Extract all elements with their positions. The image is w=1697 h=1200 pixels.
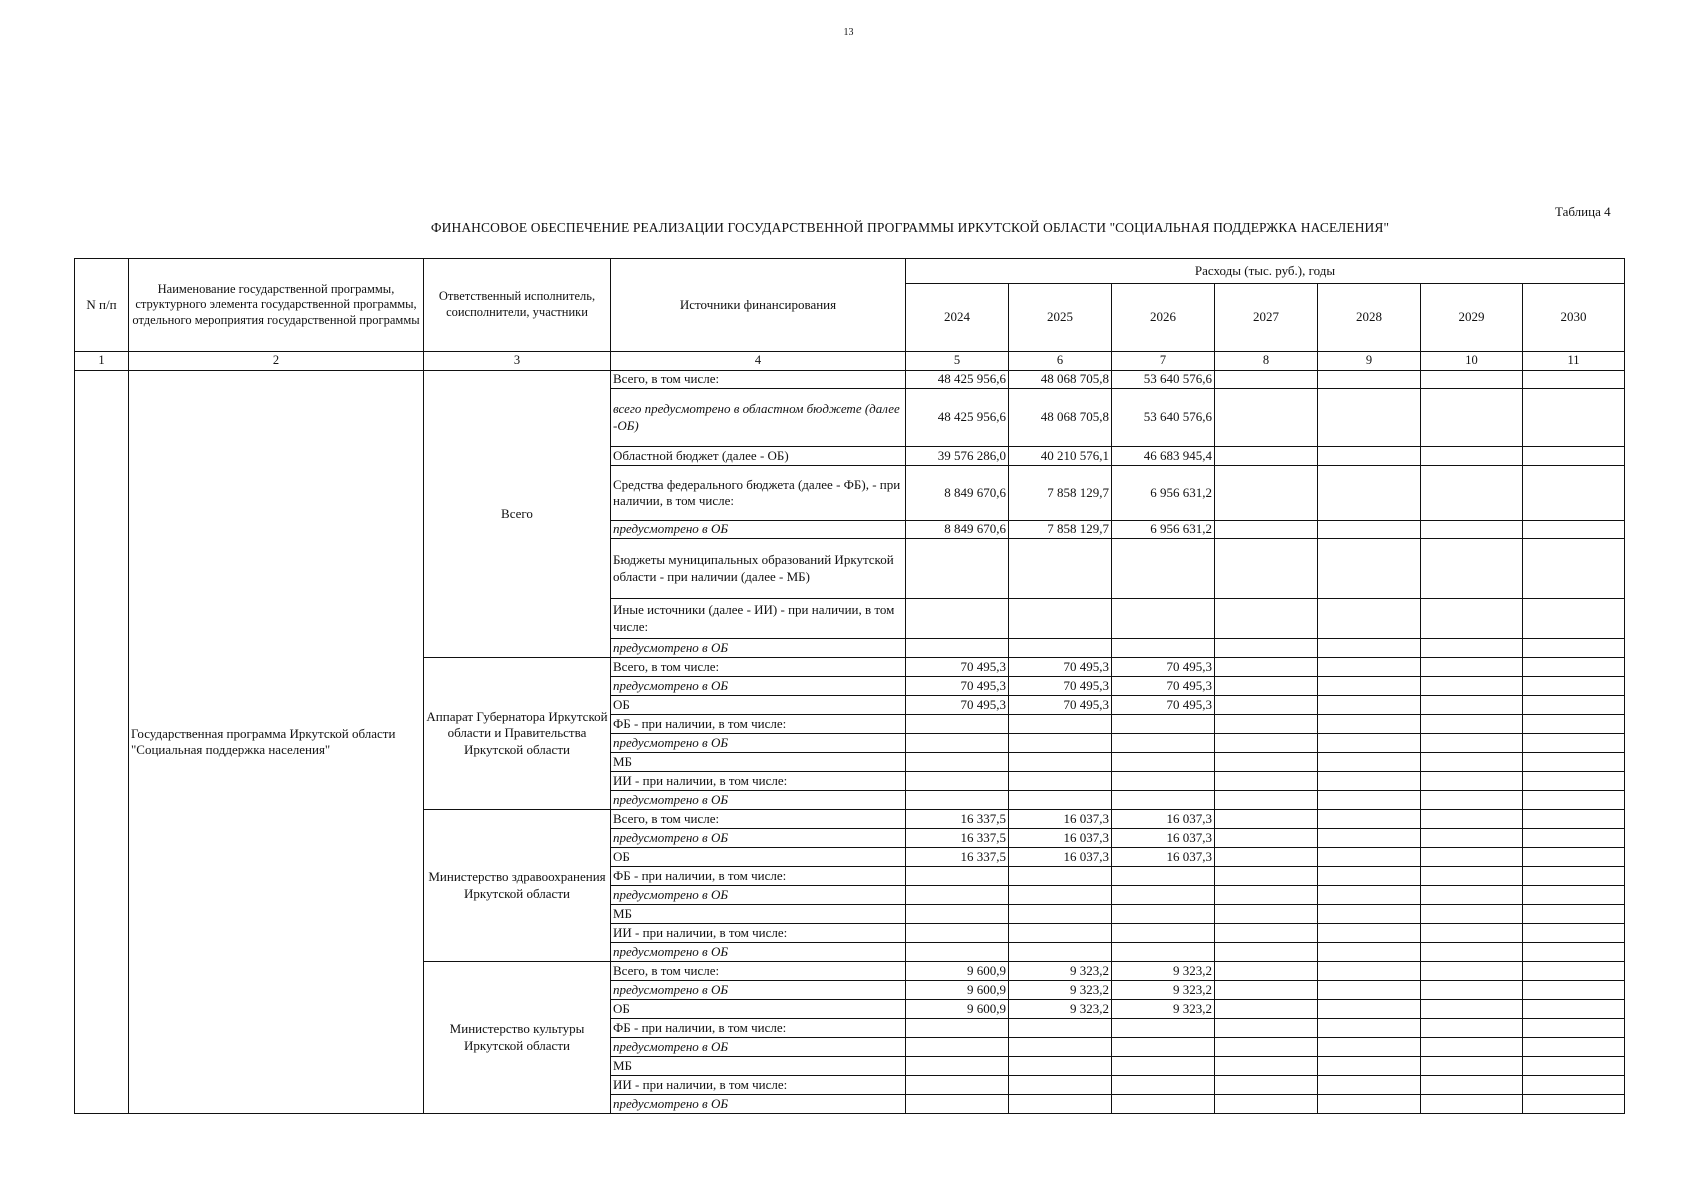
year-value-cell: 48 425 956,6 [906,371,1009,389]
year-value-cell [1523,371,1625,389]
year-value-cell [1318,734,1421,753]
executor-cell: Министерство здравоохранения Иркутской области [424,810,611,962]
funding-source-cell: предусмотрено в ОБ [611,521,906,539]
funding-source-cell: ФБ - при наличии, в том числе: [611,1019,906,1038]
year-value-cell [1523,715,1625,734]
year-value-cell [1523,753,1625,772]
year-value-cell [1523,829,1625,848]
year-value-cell [906,599,1009,639]
year-value-cell [1215,639,1318,658]
year-value-cell [1112,1095,1215,1114]
year-value-cell: 48 068 705,8 [1009,389,1112,447]
funding-source-cell: предусмотрено в ОБ [611,886,906,905]
year-value-cell: 7 858 129,7 [1009,521,1112,539]
year-value-cell: 40 210 576,1 [1009,447,1112,466]
year-value-cell [1009,791,1112,810]
year-value-cell [1318,1076,1421,1095]
year-value-cell [1421,1038,1523,1057]
year-value-cell: 8 849 670,6 [906,521,1009,539]
year-value-cell: 16 037,3 [1112,829,1215,848]
year-value-cell: 6 956 631,2 [1112,521,1215,539]
funding-source-cell: предусмотрено в ОБ [611,734,906,753]
table-row [75,371,1625,389]
year-value-cell [1523,734,1625,753]
year-value-cell [1215,924,1318,943]
year-value-cell [1421,1000,1523,1019]
year-value-cell [906,772,1009,791]
year-value-cell [1421,389,1523,447]
year-value-cell [906,1076,1009,1095]
year-value-cell [1009,599,1112,639]
year-value-cell [1215,447,1318,466]
year-value-cell: 6 956 631,2 [1112,466,1215,521]
year-value-cell [1009,1057,1112,1076]
year-value-cell [1215,1057,1318,1076]
executor-cell: Всего [424,371,611,658]
year-value-cell [1009,539,1112,599]
year-value-cell [906,1038,1009,1057]
year-value-cell [1523,1000,1625,1019]
year-value-cell [1318,886,1421,905]
funding-source-cell: предусмотрено в ОБ [611,829,906,848]
year-value-cell [1421,905,1523,924]
year-value-cell: 9 323,2 [1112,962,1215,981]
year-value-cell: 70 495,3 [906,677,1009,696]
year-value-cell [1523,447,1625,466]
year-value-cell [1421,848,1523,867]
year-value-cell [1421,867,1523,886]
header-year: 2029 [1421,284,1523,352]
year-value-cell [1009,924,1112,943]
year-value-cell [1009,1038,1112,1057]
year-value-cell [1318,810,1421,829]
year-value-cell [1112,715,1215,734]
year-value-cell [1215,389,1318,447]
year-value-cell: 53 640 576,6 [1112,389,1215,447]
year-value-cell [1112,753,1215,772]
year-value-cell [1523,886,1625,905]
year-value-cell [1215,905,1318,924]
year-value-cell [906,639,1009,658]
year-value-cell [1215,1000,1318,1019]
year-value-cell [1009,734,1112,753]
year-value-cell [1318,1095,1421,1114]
year-value-cell [1009,1095,1112,1114]
year-value-cell: 70 495,3 [906,658,1009,677]
year-value-cell: 70 495,3 [1112,677,1215,696]
year-value-cell [1523,1038,1625,1057]
year-value-cell [1318,715,1421,734]
year-value-cell [906,1095,1009,1114]
year-value-cell [1215,886,1318,905]
column-number: 11 [1523,352,1625,371]
year-value-cell: 70 495,3 [906,696,1009,715]
year-value-cell [1421,962,1523,981]
year-value-cell [1215,677,1318,696]
year-value-cell [1421,1076,1523,1095]
year-value-cell [1215,943,1318,962]
year-value-cell [1318,466,1421,521]
funding-source-cell: ИИ - при наличии, в том числе: [611,772,906,791]
year-value-cell: 9 323,2 [1009,981,1112,1000]
year-value-cell [1009,715,1112,734]
year-value-cell [1421,791,1523,810]
funding-source-cell: Всего, в том числе: [611,962,906,981]
year-value-cell [1009,867,1112,886]
year-value-cell [1421,734,1523,753]
funding-source-cell: МБ [611,1057,906,1076]
year-value-cell [1318,1038,1421,1057]
year-value-cell [1318,981,1421,1000]
year-value-cell: 8 849 670,6 [906,466,1009,521]
column-number: 9 [1318,352,1421,371]
year-value-cell [1215,848,1318,867]
year-value-cell [1215,539,1318,599]
year-value-cell: 48 425 956,6 [906,389,1009,447]
header-year: 2024 [906,284,1009,352]
program-name: Государственная программа Иркутской области "Социальная поддержка населения" [129,371,424,1114]
year-value-cell [1421,521,1523,539]
funding-source-cell: ИИ - при наличии, в том числе: [611,1076,906,1095]
year-value-cell: 46 683 945,4 [1112,447,1215,466]
year-value-cell [1112,599,1215,639]
funding-source-cell: ФБ - при наличии, в том числе: [611,715,906,734]
year-value-cell [1318,539,1421,599]
column-number: 10 [1421,352,1523,371]
table-body [75,371,1625,1114]
header-year: 2025 [1009,284,1112,352]
year-value-cell [1318,791,1421,810]
year-value-cell [1318,389,1421,447]
header-expenses: Расходы (тыс. руб.), годы [906,259,1625,284]
year-value-cell [1318,829,1421,848]
year-value-cell [1318,371,1421,389]
year-value-cell [1215,1019,1318,1038]
year-value-cell [1112,867,1215,886]
year-value-cell [1215,371,1318,389]
year-value-cell [906,886,1009,905]
document-title: ФИНАНСОВОЕ ОБЕСПЕЧЕНИЕ РЕАЛИЗАЦИИ ГОСУДАРСТВЕННОЙ ПРОГРАММЫ ИРКУТСКОЙ ОБЛАСТИ "СОЦИАЛЬНАЯ ПОДДЕРЖКА НАСЕЛЕНИЯ" [430,220,1390,235]
funding-source-cell: Всего, в том числе: [611,658,906,677]
year-value-cell [1009,1019,1112,1038]
year-value-cell [1421,599,1523,639]
year-value-cell [1318,943,1421,962]
year-value-cell: 16 337,5 [906,848,1009,867]
year-value-cell [1421,886,1523,905]
year-value-cell [1523,639,1625,658]
year-value-cell [1318,924,1421,943]
year-value-cell [1215,981,1318,1000]
year-value-cell [1523,1076,1625,1095]
year-value-cell [1523,1019,1625,1038]
year-value-cell [1421,772,1523,791]
year-value-cell [1318,658,1421,677]
year-value-cell [1112,1076,1215,1095]
year-value-cell [1215,1076,1318,1095]
year-value-cell [1421,810,1523,829]
funding-source-cell: предусмотрено в ОБ [611,981,906,1000]
year-value-cell [1421,924,1523,943]
funding-source-cell: предусмотрено в ОБ [611,639,906,658]
year-value-cell [1523,791,1625,810]
funding-source-cell: всего предусмотрено в областном бюджете (далее -ОБ) [611,389,906,447]
year-value-cell [1215,696,1318,715]
funding-source-cell: ОБ [611,848,906,867]
year-value-cell [1009,886,1112,905]
year-value-cell [906,791,1009,810]
year-value-cell [1523,848,1625,867]
year-value-cell [1523,772,1625,791]
year-value-cell: 16 037,3 [1009,829,1112,848]
year-value-cell: 16 037,3 [1009,810,1112,829]
year-value-cell [1112,1038,1215,1057]
year-value-cell [1523,943,1625,962]
year-value-cell [1421,639,1523,658]
funding-source-cell: ОБ [611,696,906,715]
year-value-cell [1523,867,1625,886]
table-label: Таблица 4 [1555,204,1611,219]
header-num: N п/п [75,259,129,352]
row-number-cell [75,371,129,1114]
financing-table [74,258,1625,1114]
year-value-cell [1318,867,1421,886]
year-value-cell: 16 037,3 [1112,848,1215,867]
column-number: 3 [424,352,611,371]
header-name: Наименование государственной программы, структурного элемента государственной программы, отдельного мероприятия государственной программы [129,259,424,352]
funding-source-cell: предусмотрено в ОБ [611,677,906,696]
year-value-cell [1523,389,1625,447]
year-value-cell [1215,1038,1318,1057]
year-value-cell [1318,753,1421,772]
year-value-cell: 16 337,5 [906,829,1009,848]
funding-source-cell: ФБ - при наличии, в том числе: [611,867,906,886]
column-number: 7 [1112,352,1215,371]
column-number: 6 [1009,352,1112,371]
funding-source-cell: ИИ - при наличии, в том числе: [611,924,906,943]
year-value-cell [1112,886,1215,905]
year-value-cell [1318,521,1421,539]
funding-source-cell: Всего, в том числе: [611,371,906,389]
year-value-cell [1421,1057,1523,1076]
year-value-cell [1112,1057,1215,1076]
year-value-cell [1318,696,1421,715]
year-value-cell [1215,753,1318,772]
year-value-cell: 7 858 129,7 [1009,466,1112,521]
funding-source-cell: Иные источники (далее - ИИ) - при наличии, в том числе: [611,599,906,639]
year-value-cell [1009,772,1112,791]
year-value-cell: 70 495,3 [1009,696,1112,715]
year-value-cell [1215,867,1318,886]
funding-source-cell: МБ [611,753,906,772]
funding-source-cell: ОБ [611,1000,906,1019]
year-value-cell: 16 037,3 [1009,848,1112,867]
year-value-cell: 9 600,9 [906,981,1009,1000]
year-value-cell [1318,677,1421,696]
header-year: 2027 [1215,284,1318,352]
year-value-cell [906,753,1009,772]
year-value-cell [1318,1019,1421,1038]
year-value-cell [906,715,1009,734]
year-value-cell [1421,1019,1523,1038]
year-value-cell [1523,599,1625,639]
year-value-cell [1009,753,1112,772]
year-value-cell [1523,696,1625,715]
year-value-cell [1523,810,1625,829]
funding-source-cell: Средства федерального бюджета (далее - ФБ), - при наличии, в том числе: [611,466,906,521]
year-value-cell [1523,981,1625,1000]
year-value-cell [1009,905,1112,924]
column-number: 4 [611,352,906,371]
year-value-cell [1523,466,1625,521]
year-value-cell [1421,677,1523,696]
year-value-cell [1523,658,1625,677]
year-value-cell [1318,848,1421,867]
year-value-cell [1318,772,1421,791]
year-value-cell [1421,981,1523,1000]
year-value-cell: 48 068 705,8 [1009,371,1112,389]
year-value-cell [1112,924,1215,943]
year-value-cell [1421,829,1523,848]
header-year: 2026 [1112,284,1215,352]
year-value-cell [906,867,1009,886]
year-value-cell [1523,1057,1625,1076]
executor-cell: Министерство культуры Иркутской области [424,962,611,1114]
year-value-cell [1421,466,1523,521]
funding-source-cell: предусмотрено в ОБ [611,943,906,962]
year-value-cell [1215,734,1318,753]
year-value-cell [1215,810,1318,829]
year-value-cell: 9 323,2 [1112,1000,1215,1019]
year-value-cell [1421,715,1523,734]
year-value-cell [1523,539,1625,599]
year-value-cell [1523,924,1625,943]
year-value-cell: 9 323,2 [1112,981,1215,1000]
year-value-cell [1318,962,1421,981]
header-executor: Ответственный исполнитель, соисполнители, участники [424,259,611,352]
year-value-cell [1112,539,1215,599]
year-value-cell [1421,1095,1523,1114]
year-value-cell [1523,677,1625,696]
year-value-cell [1318,1057,1421,1076]
year-value-cell: 16 037,3 [1112,810,1215,829]
year-value-cell: 9 600,9 [906,962,1009,981]
column-number: 5 [906,352,1009,371]
year-value-cell [1009,1076,1112,1095]
year-value-cell [906,924,1009,943]
funding-source-cell: предусмотрено в ОБ [611,1095,906,1114]
year-value-cell [1421,447,1523,466]
year-value-cell [1421,753,1523,772]
year-value-cell [906,905,1009,924]
header-year: 2030 [1523,284,1625,352]
year-value-cell [1215,772,1318,791]
year-value-cell [1009,943,1112,962]
year-value-cell [1421,539,1523,599]
funding-source-cell: МБ [611,905,906,924]
year-value-cell: 70 495,3 [1009,677,1112,696]
year-value-cell: 9 323,2 [1009,962,1112,981]
year-value-cell [1318,905,1421,924]
funding-source-cell: Бюджеты муниципальных образований Иркутской области - при наличии (далее - МБ) [611,539,906,599]
year-value-cell [1318,599,1421,639]
year-value-cell [1215,829,1318,848]
year-value-cell [1421,696,1523,715]
executor-cell: Аппарат Губернатора Иркутской области и Правительства Иркутской области [424,658,611,810]
year-value-cell: 39 576 286,0 [906,447,1009,466]
year-value-cell [906,539,1009,599]
column-number: 2 [129,352,424,371]
column-number: 8 [1215,352,1318,371]
funding-source-cell: предусмотрено в ОБ [611,791,906,810]
year-value-cell [906,1019,1009,1038]
year-value-cell [1112,905,1215,924]
year-value-cell [1215,599,1318,639]
year-value-cell: 70 495,3 [1112,696,1215,715]
year-value-cell: 53 640 576,6 [1112,371,1215,389]
year-value-cell: 70 495,3 [1009,658,1112,677]
year-value-cell [1421,943,1523,962]
year-value-cell: 9 600,9 [906,1000,1009,1019]
year-value-cell [1523,962,1625,981]
year-value-cell [906,1057,1009,1076]
year-value-cell [906,734,1009,753]
funding-source-cell: Всего, в том числе: [611,810,906,829]
year-value-cell [1523,905,1625,924]
year-value-cell [1318,1000,1421,1019]
year-value-cell [1421,371,1523,389]
year-value-cell [1215,521,1318,539]
funding-source-cell: Областной бюджет (далее - ОБ) [611,447,906,466]
year-value-cell [1112,943,1215,962]
year-value-cell [1112,1019,1215,1038]
year-value-cell [1318,639,1421,658]
year-value-cell [1215,791,1318,810]
year-value-cell [1112,734,1215,753]
year-value-cell [1523,1095,1625,1114]
year-value-cell [1421,658,1523,677]
page-number: 13 [843,27,854,38]
header-source: Источники финансирования [611,259,906,352]
header-year: 2028 [1318,284,1421,352]
year-value-cell [1215,962,1318,981]
year-value-cell [1215,658,1318,677]
year-value-cell [1215,1095,1318,1114]
year-value-cell [1112,772,1215,791]
year-value-cell [1112,791,1215,810]
year-value-cell [1215,466,1318,521]
year-value-cell [1318,447,1421,466]
year-value-cell: 70 495,3 [1112,658,1215,677]
year-value-cell: 16 337,5 [906,810,1009,829]
funding-source-cell: предусмотрено в ОБ [611,1038,906,1057]
year-value-cell: 9 323,2 [1009,1000,1112,1019]
year-value-cell [1523,521,1625,539]
column-number: 1 [75,352,129,371]
year-value-cell [1215,715,1318,734]
year-value-cell [906,943,1009,962]
year-value-cell [1112,639,1215,658]
year-value-cell [1009,639,1112,658]
